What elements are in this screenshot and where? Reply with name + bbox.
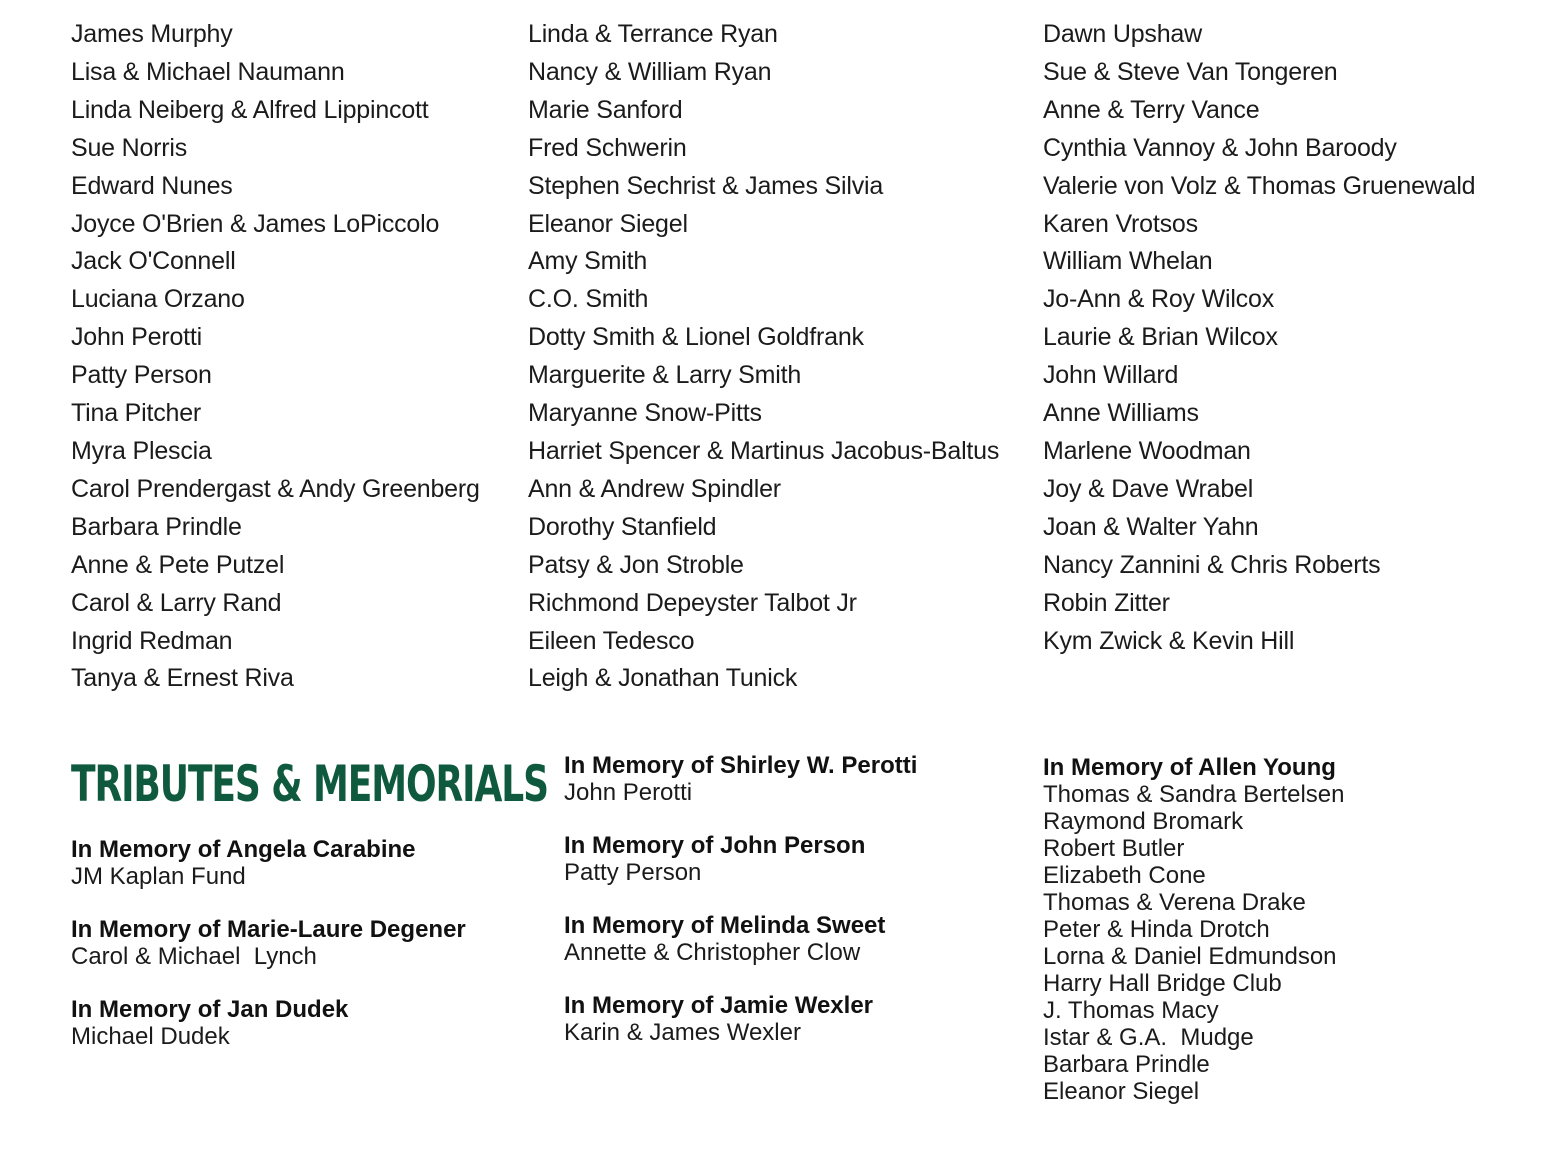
donor-name: Linda & Terrance Ryan (528, 20, 778, 48)
donor-name: Robin Zitter (1043, 588, 1170, 617)
donor-name: Sue & Steve Van Tongeren (1043, 57, 1338, 86)
donor-list-column-3 (1043, 16, 1475, 660)
memorial-donor: Carol & Michael Lynch (71, 943, 317, 970)
donor-name: Myra Plescia (71, 436, 212, 465)
memorial-donor: JM Kaplan Fund (71, 863, 246, 890)
memorial-entry (564, 912, 1024, 966)
donor-name: Joan & Walter Yahn (1043, 512, 1259, 541)
donor-name: John Perotti (71, 323, 203, 352)
donor-name: Edward Nunes (71, 171, 233, 200)
donor-name: Ingrid Redman (71, 626, 233, 655)
memorial-donor: Harry Hall Bridge Club (1043, 970, 1282, 997)
memorial-donor: Annette & Christopher Clow (564, 939, 861, 966)
memorial-title: In Memory of Marie-Laure Degener (71, 916, 466, 943)
memorial-entry (564, 832, 1024, 886)
tribute-column-3 (1043, 754, 1503, 1131)
memorial-title: In Memory of Allen Young (1043, 754, 1336, 781)
donor-name: Patty Person (71, 361, 212, 390)
donor-name: Marlene Woodman (1043, 436, 1251, 465)
donor-name: Valerie von Volz & Thomas Gruenewald (1043, 171, 1476, 200)
memorial-donor: Eleanor Siegel (1043, 1078, 1200, 1105)
memorial-donor: Barbara Prindle (1043, 1051, 1210, 1078)
memorial-title: In Memory of Jamie Wexler (564, 992, 873, 1019)
donor-name: Carol Prendergast & Andy Greenberg (71, 474, 480, 503)
donor-name: Harriet Spencer & Martinus Jacobus-Baltus (528, 436, 1000, 465)
memorial-donor: Raymond Bromark (1043, 808, 1244, 835)
donor-name: Nancy & William Ryan (528, 57, 772, 86)
memorial-donor: Thomas & Sandra Bertelsen (1043, 781, 1345, 808)
memorial-donor: Lorna & Daniel Edmundson (1043, 943, 1337, 970)
memorial-title: In Memory of John Person (564, 832, 866, 859)
donor-name: Dorothy Stanfield (528, 512, 717, 541)
donor-name: Barbara Prindle (71, 512, 242, 541)
section-heading: TRIBUTES & MEMORIALS (71, 755, 548, 813)
memorial-entry (1043, 754, 1503, 1105)
donor-name: James Murphy (71, 20, 233, 48)
donor-name: Nancy Zannini & Chris Roberts (1043, 550, 1381, 579)
donor-list-column-1 (71, 16, 480, 698)
memorial-donor: John Perotti (564, 779, 693, 806)
tribute-column-2 (564, 752, 1024, 1072)
donor-name: Eileen Tedesco (528, 626, 695, 655)
donor-name: Sue Norris (71, 133, 188, 162)
donor-name: John Willard (1043, 361, 1179, 390)
memorial-title: In Memory of Angela Carabine (71, 836, 416, 863)
memorial-title: In Memory of Shirley W. Perotti (564, 752, 918, 779)
donor-name: Linda Neiberg & Alfred Lippincott (71, 95, 429, 124)
memorial-entry (71, 996, 531, 1050)
memorial-entry (564, 752, 1024, 806)
donor-name: Ann & Andrew Spindler (528, 474, 781, 503)
memorial-donor: Istar & G.A. Mudge (1043, 1024, 1254, 1051)
donor-name: Leigh & Jonathan Tunick (528, 664, 798, 693)
donor-name: Kym Zwick & Kevin Hill (1043, 626, 1295, 655)
memorial-donor: Karin & James Wexler (564, 1019, 801, 1046)
memorial-donor: Robert Butler (1043, 835, 1185, 862)
memorial-donor: Michael Dudek (71, 1023, 230, 1050)
donor-name: Fred Schwerin (528, 133, 687, 162)
donor-list-column-2 (528, 16, 999, 698)
donor-name: Karen Vrotsos (1043, 209, 1198, 238)
memorial-donor: Patty Person (564, 859, 702, 886)
donor-name: Amy Smith (528, 247, 648, 276)
donor-name: Dawn Upshaw (1043, 20, 1202, 48)
memorial-title: In Memory of Jan Dudek (71, 996, 349, 1023)
donor-name: Maryanne Snow-Pitts (528, 399, 762, 428)
donor-name: Tanya & Ernest Riva (71, 664, 294, 693)
donor-name: Cynthia Vannoy & John Baroody (1043, 133, 1397, 162)
donor-name: Marie Sanford (528, 95, 683, 124)
donor-name: Tina Pitcher (71, 399, 202, 428)
donor-name: Joyce O'Brien & James LoPiccolo (71, 209, 440, 238)
memorial-title: In Memory of Melinda Sweet (564, 912, 886, 939)
donor-name: Joy & Dave Wrabel (1043, 474, 1254, 503)
memorial-donor: Thomas & Verena Drake (1043, 889, 1306, 916)
donor-name: William Whelan (1043, 247, 1213, 276)
donor-name: Lisa & Michael Naumann (71, 57, 345, 86)
donor-name: Eleanor Siegel (528, 209, 688, 238)
memorial-donor: Peter & Hinda Drotch (1043, 916, 1270, 943)
donor-name: Stephen Sechrist & James Silvia (528, 171, 884, 200)
donor-name: Jo-Ann & Roy Wilcox (1043, 285, 1274, 314)
donor-name: Luciana Orzano (71, 285, 245, 314)
donor-name: Anne & Terry Vance (1043, 95, 1260, 124)
memorial-entry (564, 992, 1024, 1046)
donor-name: Marguerite & Larry Smith (528, 361, 802, 390)
donor-name: Anne Williams (1043, 399, 1199, 428)
donor-name: Laurie & Brian Wilcox (1043, 323, 1278, 352)
donor-name: Richmond Depeyster Talbot Jr (528, 588, 857, 617)
donor-name: Patsy & Jon Stroble (528, 550, 744, 579)
donor-name: Dotty Smith & Lionel Goldfrank (528, 323, 864, 352)
memorial-donor: J. Thomas Macy (1043, 997, 1219, 1024)
tribute-column-1 (71, 836, 531, 1076)
donor-name: C.O. Smith (528, 285, 649, 314)
memorial-entry (71, 916, 531, 970)
memorial-donor: Elizabeth Cone (1043, 862, 1206, 889)
donor-name: Anne & Pete Putzel (71, 550, 285, 579)
donor-name: Jack O'Connell (71, 247, 236, 276)
memorial-entry (71, 836, 531, 890)
donor-name: Carol & Larry Rand (71, 588, 282, 617)
